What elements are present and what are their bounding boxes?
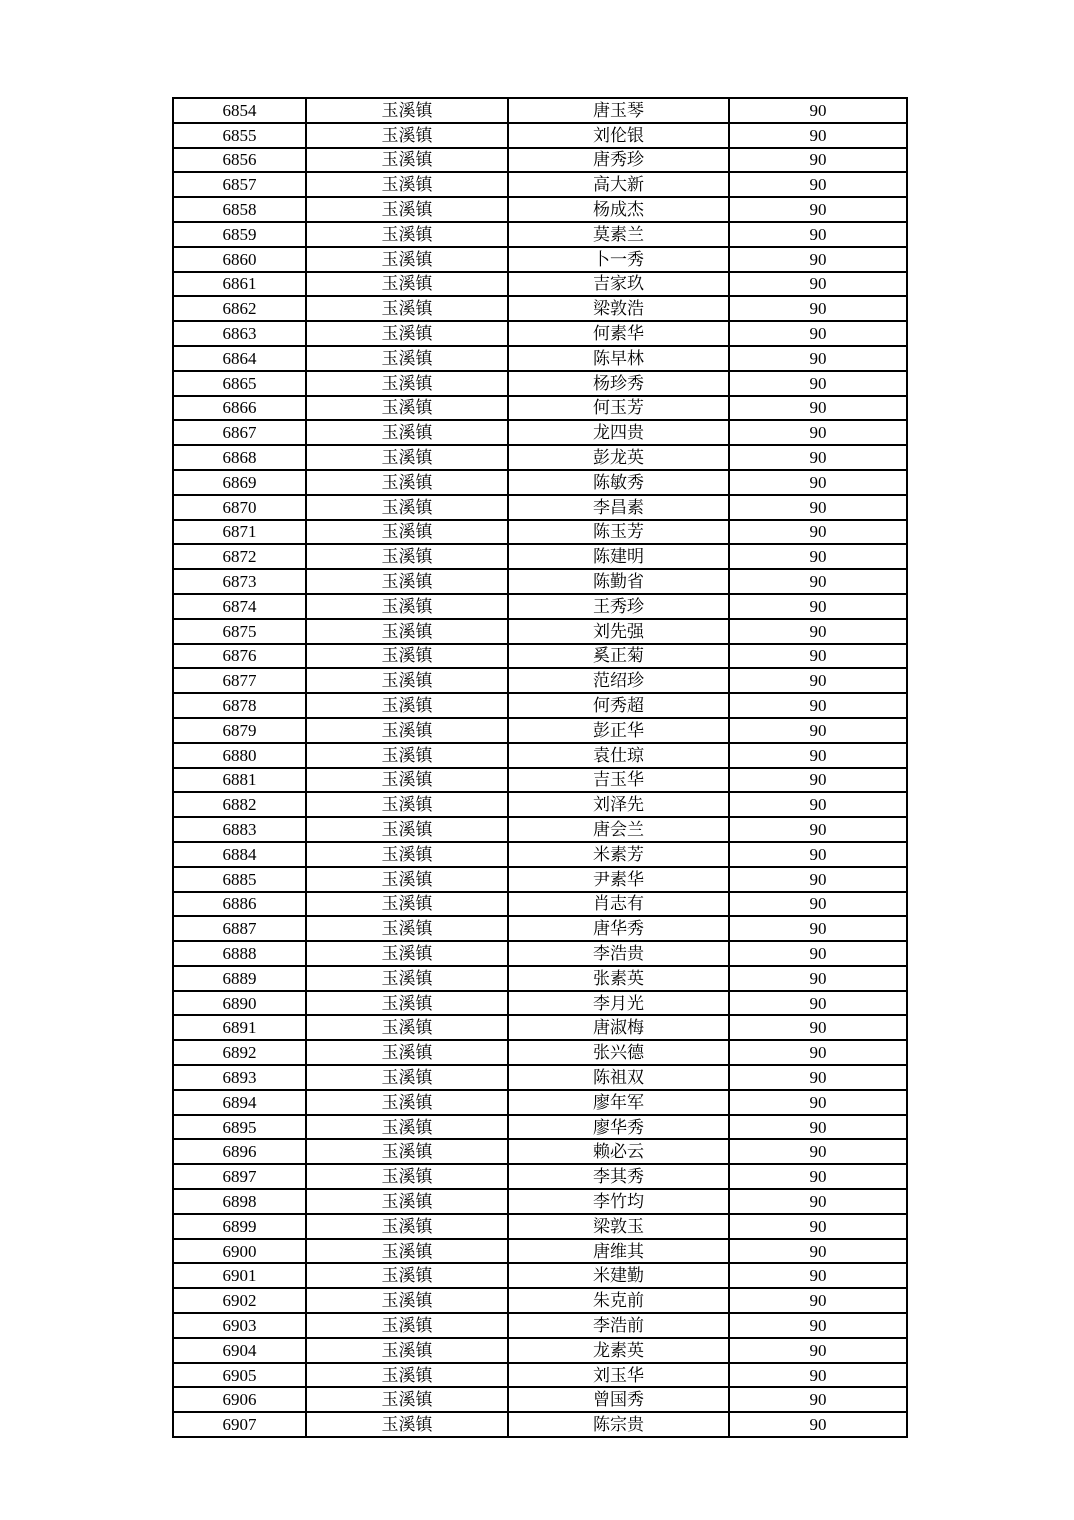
score-cell: 90 (729, 991, 907, 1016)
table-row (173, 569, 907, 594)
name-cell: 彭龙英 (508, 445, 729, 470)
town-cell: 玉溪镇 (306, 1139, 508, 1164)
name-cell: 李昌素 (508, 495, 729, 520)
table-row (173, 693, 907, 718)
town-cell: 玉溪镇 (306, 197, 508, 222)
town-cell: 玉溪镇 (306, 172, 508, 197)
name-cell: 龙四贵 (508, 420, 729, 445)
serial-cell: 6873 (173, 569, 306, 594)
town-cell: 玉溪镇 (306, 1189, 508, 1214)
town-cell: 玉溪镇 (306, 1040, 508, 1065)
serial-cell: 6877 (173, 668, 306, 693)
name-cell: 陈建明 (508, 544, 729, 569)
town-cell: 玉溪镇 (306, 619, 508, 644)
table-row (173, 396, 907, 421)
table-row (173, 1239, 907, 1264)
town-cell: 玉溪镇 (306, 371, 508, 396)
serial-cell: 6870 (173, 495, 306, 520)
name-cell: 刘先强 (508, 619, 729, 644)
score-cell: 90 (729, 619, 907, 644)
table-row (173, 668, 907, 693)
serial-cell: 6871 (173, 520, 306, 545)
score-cell: 90 (729, 98, 907, 123)
score-cell: 90 (729, 842, 907, 867)
score-cell: 90 (729, 1164, 907, 1189)
table-row (173, 495, 907, 520)
score-cell: 90 (729, 1412, 907, 1437)
serial-cell: 6860 (173, 247, 306, 272)
town-cell: 玉溪镇 (306, 1338, 508, 1363)
table-row (173, 98, 907, 123)
score-cell: 90 (729, 371, 907, 396)
name-cell: 唐玉琴 (508, 98, 729, 123)
name-cell: 王秀珍 (508, 594, 729, 619)
name-cell: 高大新 (508, 172, 729, 197)
serial-cell: 6896 (173, 1139, 306, 1164)
table-row (173, 1139, 907, 1164)
table-row (173, 1288, 907, 1313)
name-cell: 李其秀 (508, 1164, 729, 1189)
table-row (173, 792, 907, 817)
name-cell: 陈玉芳 (508, 520, 729, 545)
table-row (173, 470, 907, 495)
table-row (173, 1164, 907, 1189)
town-cell: 玉溪镇 (306, 867, 508, 892)
serial-cell: 6899 (173, 1214, 306, 1239)
town-cell: 玉溪镇 (306, 1065, 508, 1090)
serial-cell: 6866 (173, 396, 306, 421)
name-cell: 龙素英 (508, 1338, 729, 1363)
serial-cell: 6869 (173, 470, 306, 495)
table-row (173, 1015, 907, 1040)
serial-cell: 6862 (173, 296, 306, 321)
town-cell: 玉溪镇 (306, 718, 508, 743)
town-cell: 玉溪镇 (306, 916, 508, 941)
serial-cell: 6887 (173, 916, 306, 941)
serial-cell: 6880 (173, 743, 306, 768)
serial-cell: 6903 (173, 1313, 306, 1338)
score-cell: 90 (729, 445, 907, 470)
score-cell: 90 (729, 718, 907, 743)
score-cell: 90 (729, 594, 907, 619)
name-cell: 肖志有 (508, 892, 729, 917)
town-cell: 玉溪镇 (306, 768, 508, 793)
score-cell: 90 (729, 1313, 907, 1338)
serial-cell: 6884 (173, 842, 306, 867)
table-row (173, 222, 907, 247)
score-cell: 90 (729, 792, 907, 817)
name-cell: 陈敏秀 (508, 470, 729, 495)
table-row (173, 916, 907, 941)
score-cell: 90 (729, 1090, 907, 1115)
score-cell: 90 (729, 1263, 907, 1288)
name-cell: 吉玉华 (508, 768, 729, 793)
serial-cell: 6875 (173, 619, 306, 644)
table-row (173, 991, 907, 1016)
table-body (173, 98, 907, 1437)
town-cell: 玉溪镇 (306, 1387, 508, 1412)
score-cell: 90 (729, 693, 907, 718)
town-cell: 玉溪镇 (306, 1288, 508, 1313)
table-row (173, 594, 907, 619)
table-row (173, 197, 907, 222)
town-cell: 玉溪镇 (306, 966, 508, 991)
table-row (173, 941, 907, 966)
serial-cell: 6859 (173, 222, 306, 247)
score-cell: 90 (729, 941, 907, 966)
town-cell: 玉溪镇 (306, 792, 508, 817)
score-cell: 90 (729, 197, 907, 222)
town-cell: 玉溪镇 (306, 98, 508, 123)
town-cell: 玉溪镇 (306, 321, 508, 346)
score-cell: 90 (729, 644, 907, 669)
serial-cell: 6864 (173, 346, 306, 371)
serial-cell: 6900 (173, 1239, 306, 1264)
score-cell: 90 (729, 1338, 907, 1363)
table-row (173, 817, 907, 842)
table-row (173, 247, 907, 272)
score-cell: 90 (729, 1115, 907, 1140)
town-cell: 玉溪镇 (306, 594, 508, 619)
name-cell: 卜一秀 (508, 247, 729, 272)
name-cell: 袁仕琼 (508, 743, 729, 768)
town-cell: 玉溪镇 (306, 1015, 508, 1040)
table-row (173, 1412, 907, 1437)
serial-cell: 6857 (173, 172, 306, 197)
town-cell: 玉溪镇 (306, 817, 508, 842)
serial-cell: 6895 (173, 1115, 306, 1140)
serial-cell: 6861 (173, 272, 306, 297)
table-row (173, 544, 907, 569)
name-cell: 赖必云 (508, 1139, 729, 1164)
serial-cell: 6856 (173, 148, 306, 173)
score-cell: 90 (729, 222, 907, 247)
score-cell: 90 (729, 321, 907, 346)
score-cell: 90 (729, 743, 907, 768)
score-cell: 90 (729, 495, 907, 520)
town-cell: 玉溪镇 (306, 544, 508, 569)
table-row (173, 718, 907, 743)
table-row (173, 1338, 907, 1363)
table-row (173, 1214, 907, 1239)
town-cell: 玉溪镇 (306, 1412, 508, 1437)
score-cell: 90 (729, 966, 907, 991)
score-cell: 90 (729, 172, 907, 197)
table-row (173, 346, 907, 371)
town-cell: 玉溪镇 (306, 693, 508, 718)
name-cell: 曾国秀 (508, 1387, 729, 1412)
score-cell: 90 (729, 1139, 907, 1164)
town-cell: 玉溪镇 (306, 941, 508, 966)
score-cell: 90 (729, 1387, 907, 1412)
table-row (173, 1313, 907, 1338)
serial-cell: 6886 (173, 892, 306, 917)
serial-cell: 6885 (173, 867, 306, 892)
serial-cell: 6881 (173, 768, 306, 793)
table-row (173, 892, 907, 917)
town-cell: 玉溪镇 (306, 123, 508, 148)
score-cell: 90 (729, 569, 907, 594)
town-cell: 玉溪镇 (306, 1214, 508, 1239)
name-cell: 李月光 (508, 991, 729, 1016)
serial-cell: 6901 (173, 1263, 306, 1288)
table-row (173, 1363, 907, 1388)
serial-cell: 6854 (173, 98, 306, 123)
serial-cell: 6863 (173, 321, 306, 346)
name-cell: 何素华 (508, 321, 729, 346)
town-cell: 玉溪镇 (306, 296, 508, 321)
town-cell: 玉溪镇 (306, 1239, 508, 1264)
town-cell: 玉溪镇 (306, 470, 508, 495)
score-cell: 90 (729, 1288, 907, 1313)
name-cell: 梁敦浩 (508, 296, 729, 321)
serial-cell: 6874 (173, 594, 306, 619)
name-cell: 朱克前 (508, 1288, 729, 1313)
town-cell: 玉溪镇 (306, 1090, 508, 1115)
town-cell: 玉溪镇 (306, 520, 508, 545)
town-cell: 玉溪镇 (306, 743, 508, 768)
name-cell: 杨成杰 (508, 197, 729, 222)
serial-cell: 6891 (173, 1015, 306, 1040)
score-cell: 90 (729, 470, 907, 495)
serial-cell: 6906 (173, 1387, 306, 1412)
name-cell: 尹素华 (508, 867, 729, 892)
score-cell: 90 (729, 1065, 907, 1090)
score-cell: 90 (729, 420, 907, 445)
score-cell: 90 (729, 296, 907, 321)
table-row (173, 1065, 907, 1090)
name-cell: 唐维其 (508, 1239, 729, 1264)
name-cell: 李浩前 (508, 1313, 729, 1338)
name-cell: 刘玉华 (508, 1363, 729, 1388)
name-cell: 何玉芳 (508, 396, 729, 421)
score-cell: 90 (729, 768, 907, 793)
name-cell: 陈宗贵 (508, 1412, 729, 1437)
town-cell: 玉溪镇 (306, 396, 508, 421)
serial-cell: 6867 (173, 420, 306, 445)
town-cell: 玉溪镇 (306, 644, 508, 669)
table-row (173, 148, 907, 173)
table-row (173, 420, 907, 445)
table-row (173, 1115, 907, 1140)
name-cell: 莫素兰 (508, 222, 729, 247)
town-cell: 玉溪镇 (306, 247, 508, 272)
serial-cell: 6904 (173, 1338, 306, 1363)
town-cell: 玉溪镇 (306, 148, 508, 173)
name-cell: 吉家玖 (508, 272, 729, 297)
name-cell: 刘泽先 (508, 792, 729, 817)
serial-cell: 6865 (173, 371, 306, 396)
town-cell: 玉溪镇 (306, 420, 508, 445)
name-cell: 张素英 (508, 966, 729, 991)
score-cell: 90 (729, 346, 907, 371)
name-cell: 张兴德 (508, 1040, 729, 1065)
score-cell: 90 (729, 668, 907, 693)
serial-cell: 6888 (173, 941, 306, 966)
serial-cell: 6876 (173, 644, 306, 669)
town-cell: 玉溪镇 (306, 569, 508, 594)
score-cell: 90 (729, 544, 907, 569)
name-cell: 刘伦银 (508, 123, 729, 148)
serial-cell: 6883 (173, 817, 306, 842)
table-row (173, 842, 907, 867)
serial-cell: 6879 (173, 718, 306, 743)
serial-cell: 6902 (173, 1288, 306, 1313)
table-row (173, 445, 907, 470)
town-cell: 玉溪镇 (306, 495, 508, 520)
name-cell: 唐会兰 (508, 817, 729, 842)
name-cell: 廖华秀 (508, 1115, 729, 1140)
score-cell: 90 (729, 272, 907, 297)
serial-cell: 6872 (173, 544, 306, 569)
table-row (173, 172, 907, 197)
table-row (173, 1263, 907, 1288)
town-cell: 玉溪镇 (306, 668, 508, 693)
score-cell: 90 (729, 1040, 907, 1065)
town-cell: 玉溪镇 (306, 1313, 508, 1338)
table-row (173, 1040, 907, 1065)
name-cell: 陈勤省 (508, 569, 729, 594)
serial-cell: 6907 (173, 1412, 306, 1437)
score-cell: 90 (729, 892, 907, 917)
serial-cell: 6905 (173, 1363, 306, 1388)
table-row (173, 123, 907, 148)
score-cell: 90 (729, 396, 907, 421)
roster-table (172, 97, 908, 1438)
town-cell: 玉溪镇 (306, 1115, 508, 1140)
name-cell: 米素芳 (508, 842, 729, 867)
score-cell: 90 (729, 1189, 907, 1214)
score-cell: 90 (729, 867, 907, 892)
town-cell: 玉溪镇 (306, 346, 508, 371)
score-cell: 90 (729, 1363, 907, 1388)
score-cell: 90 (729, 148, 907, 173)
table-row (173, 644, 907, 669)
name-cell: 何秀超 (508, 693, 729, 718)
score-cell: 90 (729, 916, 907, 941)
score-cell: 90 (729, 1239, 907, 1264)
table-row (173, 1090, 907, 1115)
name-cell: 李浩贵 (508, 941, 729, 966)
table-row (173, 1387, 907, 1412)
name-cell: 陈早林 (508, 346, 729, 371)
name-cell: 梁敦玉 (508, 1214, 729, 1239)
name-cell: 陈祖双 (508, 1065, 729, 1090)
serial-cell: 6897 (173, 1164, 306, 1189)
town-cell: 玉溪镇 (306, 842, 508, 867)
table-row (173, 371, 907, 396)
town-cell: 玉溪镇 (306, 1263, 508, 1288)
name-cell: 杨珍秀 (508, 371, 729, 396)
table-row (173, 867, 907, 892)
town-cell: 玉溪镇 (306, 445, 508, 470)
town-cell: 玉溪镇 (306, 272, 508, 297)
table-row (173, 296, 907, 321)
serial-cell: 6889 (173, 966, 306, 991)
name-cell: 唐秀珍 (508, 148, 729, 173)
table-row (173, 1189, 907, 1214)
town-cell: 玉溪镇 (306, 1363, 508, 1388)
serial-cell: 6858 (173, 197, 306, 222)
score-cell: 90 (729, 817, 907, 842)
serial-cell: 6868 (173, 445, 306, 470)
table-row (173, 619, 907, 644)
name-cell: 奚正菊 (508, 644, 729, 669)
table-row (173, 966, 907, 991)
score-cell: 90 (729, 1214, 907, 1239)
score-cell: 90 (729, 123, 907, 148)
town-cell: 玉溪镇 (306, 1164, 508, 1189)
serial-cell: 6882 (173, 792, 306, 817)
name-cell: 米建勤 (508, 1263, 729, 1288)
table-row (173, 743, 907, 768)
table-row (173, 272, 907, 297)
town-cell: 玉溪镇 (306, 222, 508, 247)
town-cell: 玉溪镇 (306, 991, 508, 1016)
name-cell: 李竹均 (508, 1189, 729, 1214)
score-cell: 90 (729, 520, 907, 545)
score-cell: 90 (729, 247, 907, 272)
name-cell: 廖年军 (508, 1090, 729, 1115)
town-cell: 玉溪镇 (306, 892, 508, 917)
serial-cell: 6894 (173, 1090, 306, 1115)
name-cell: 彭正华 (508, 718, 729, 743)
table-row (173, 520, 907, 545)
name-cell: 唐淑梅 (508, 1015, 729, 1040)
serial-cell: 6855 (173, 123, 306, 148)
serial-cell: 6893 (173, 1065, 306, 1090)
serial-cell: 6892 (173, 1040, 306, 1065)
table-row (173, 768, 907, 793)
serial-cell: 6890 (173, 991, 306, 1016)
score-cell: 90 (729, 1015, 907, 1040)
name-cell: 唐华秀 (508, 916, 729, 941)
name-cell: 范绍珍 (508, 668, 729, 693)
serial-cell: 6898 (173, 1189, 306, 1214)
serial-cell: 6878 (173, 693, 306, 718)
table-row (173, 321, 907, 346)
